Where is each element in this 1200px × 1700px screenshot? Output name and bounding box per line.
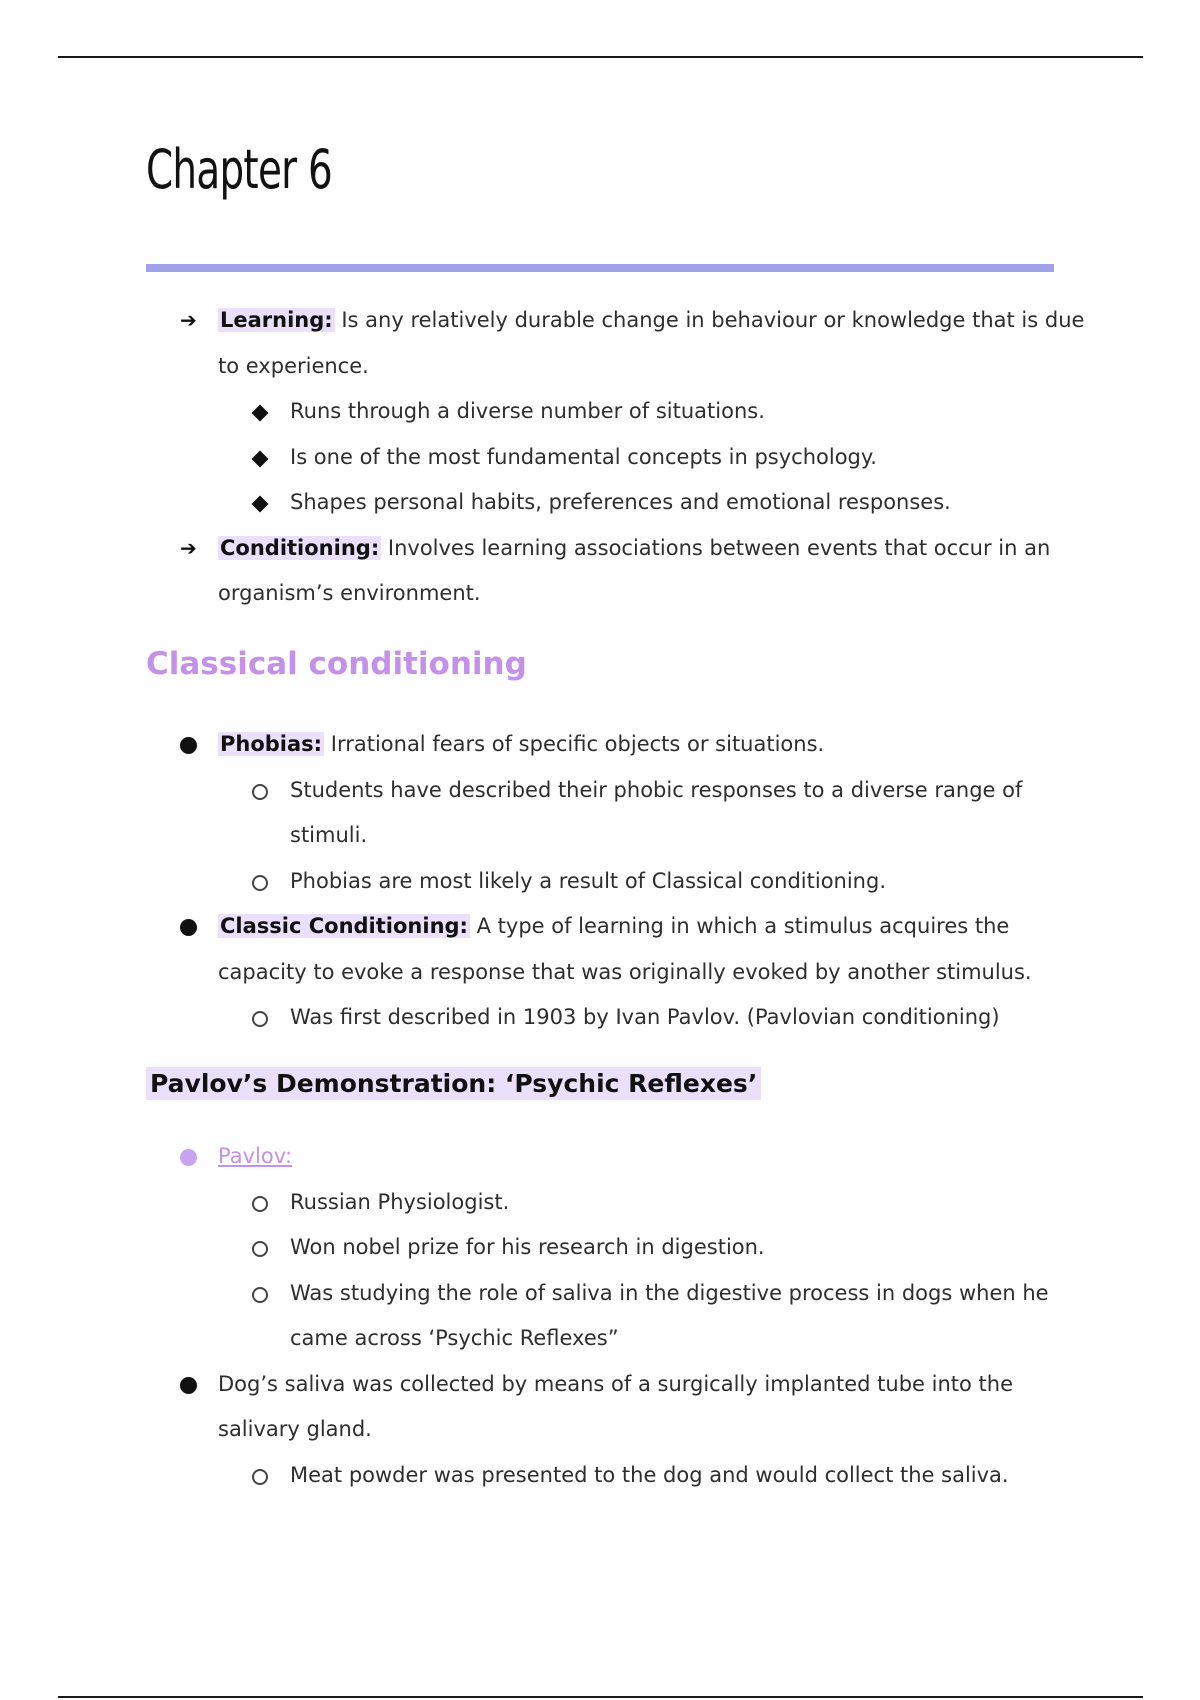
bullet-icon [180,919,197,936]
definition-classic-conditioning-continued: capacity to evoke a response that was originally evoked by another stimulus. [218,960,1032,984]
list-item: Phobias are most likely a result of Classical conditioning. [290,869,886,893]
definition-learning-continued: to experience. [218,354,369,378]
circle-bullet-icon [252,1241,268,1257]
pavlov-link-item [218,1142,292,1170]
circle-bullet-icon [252,1196,268,1212]
term-phobias: Phobias: [220,732,323,756]
bottom-rule [58,1696,1143,1698]
arrow-icon: ➔ [180,536,197,560]
list-item: Won nobel prize for his research in digestion. [290,1235,765,1259]
pavlov-link[interactable]: Pavlov: [218,1144,293,1168]
list-item: Was first described in 1903 by Ivan Pavlov. (Pavlovian conditioning) [290,1005,1000,1029]
definition-conditioning: Involves learning associations between events that occur in an [381,536,1051,560]
list-item-continued: came across ‘Psychic Reflexes” [290,1326,619,1350]
list-item-saliva-continued: salivary gland. [218,1417,372,1441]
definition-phobias: Irrational fears of specific objects or situations. [324,732,825,756]
definition-conditioning-continued: organism’s environment. [218,581,481,605]
list-item: Meat powder was presented to the dog and would collect the saliva. [290,1463,1009,1487]
term-learning: Learning: [220,308,333,332]
bullet-icon [180,1149,197,1166]
arrow-icon: ➔ [180,308,197,332]
list-item: Runs through a diverse number of situations. [290,399,765,423]
term-classic-conditioning: Classic Conditioning: [220,914,468,938]
term-conditioning: Conditioning: [220,536,380,560]
definition-classic-conditioning: A type of learning in which a stimulus acquires the [469,914,1010,938]
list-item-classic-conditioning [218,912,1009,940]
section-heading-classical: Classical conditioning [146,646,527,682]
list-item-conditioning [218,534,1050,562]
section-heading-pavlov: Pavlov’s Demonstration: ‘Psychic Reflexes’ [146,1067,761,1100]
list-item: Shapes personal habits, preferences and emotional responses. [290,490,951,514]
diamond-bullet-icon [252,404,269,421]
bullet-icon [180,737,197,754]
diamond-bullet-icon [252,450,269,467]
list-item-learning [218,306,1084,334]
title-underline-bar [146,264,1054,272]
bullet-icon [180,1377,197,1394]
diamond-bullet-icon [252,495,269,512]
circle-bullet-icon [252,875,268,891]
circle-bullet-icon [252,1287,268,1303]
list-item-saliva: Dog’s saliva was collected by means of a surgically implanted tube into the [218,1372,1013,1396]
circle-bullet-icon [252,1011,268,1027]
circle-bullet-icon [252,1469,268,1485]
list-item: Was studying the role of saliva in the digestive process in dogs when he [290,1281,1049,1305]
circle-bullet-icon [252,784,268,800]
definition-learning: Is any relatively durable change in behaviour or knowledge that is due [334,308,1085,332]
list-item: Is one of the most fundamental concepts in psychology. [290,445,877,469]
page-title: Chapter 6 [146,138,333,201]
list-item: Russian Physiologist. [290,1190,510,1214]
list-item: Students have described their phobic responses to a diverse range of [290,778,1023,802]
list-item-continued: stimuli. [290,823,368,847]
list-item-phobias [218,730,824,758]
top-rule [58,56,1143,58]
